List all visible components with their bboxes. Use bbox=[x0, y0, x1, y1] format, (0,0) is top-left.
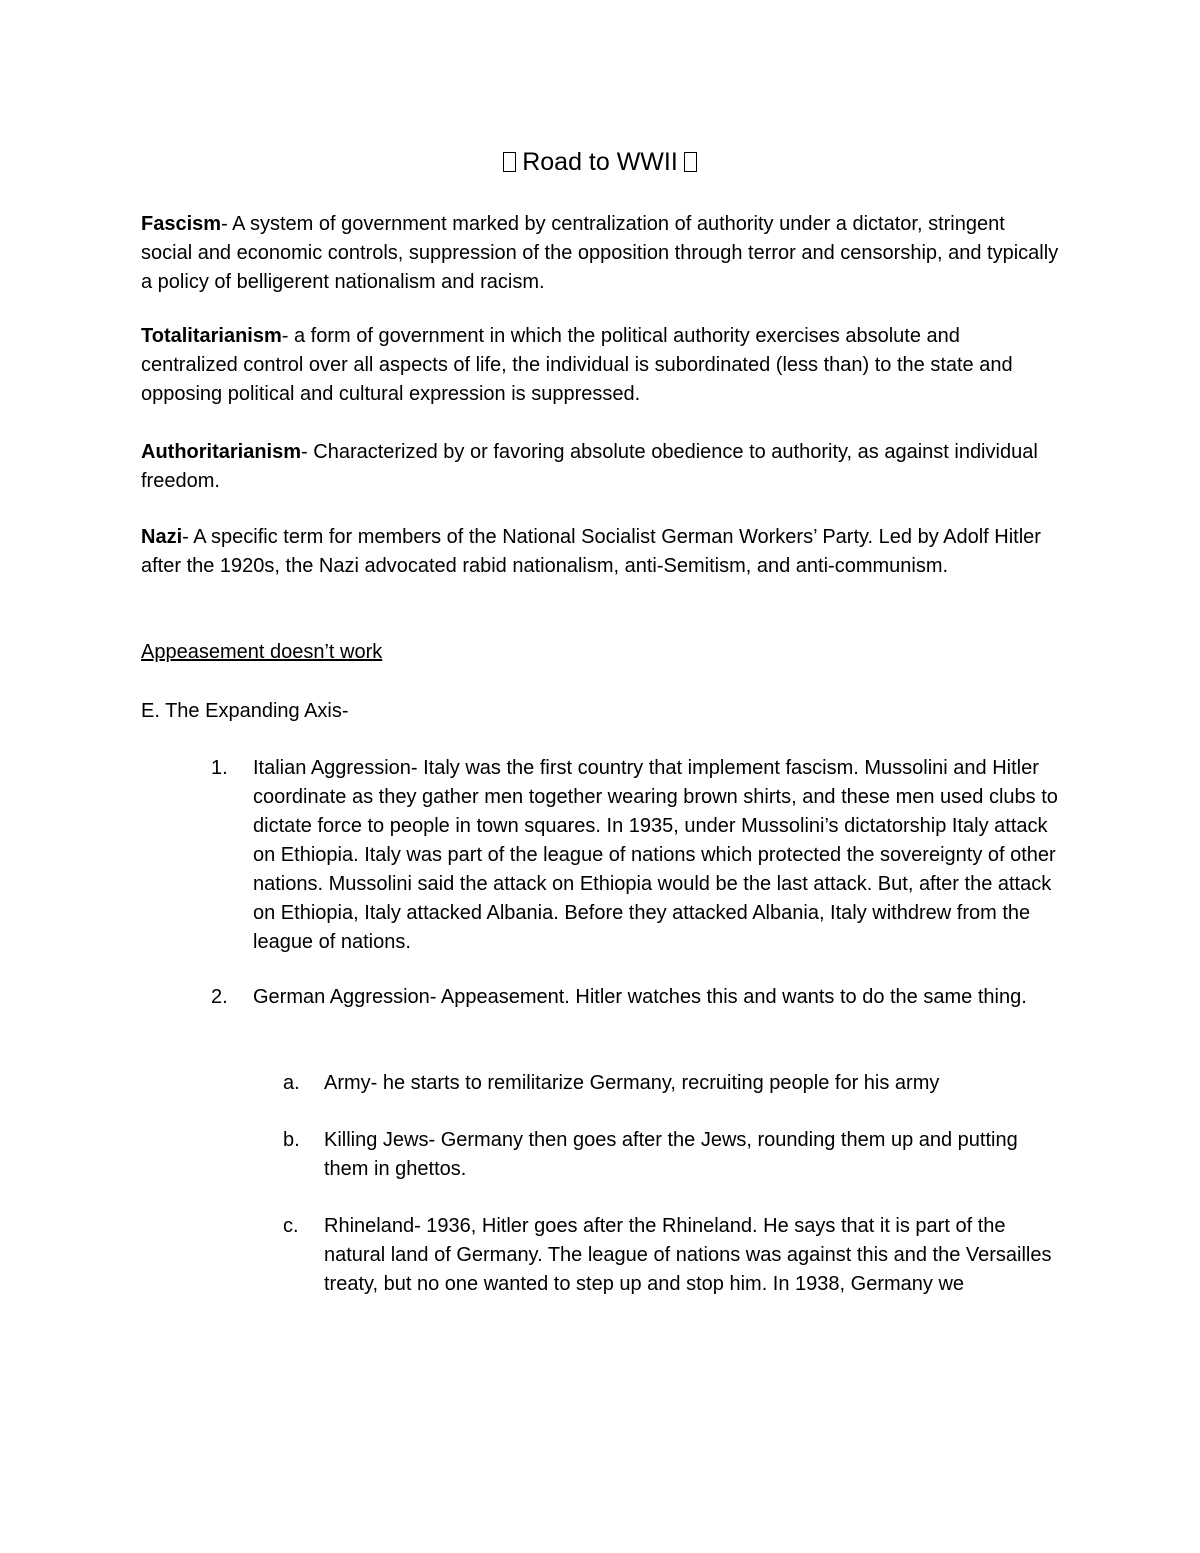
definition-fascism bbox=[141, 210, 1061, 297]
subsection-heading: E. The Expanding Axis- bbox=[141, 700, 349, 722]
title-text: Road to WWII bbox=[522, 148, 678, 176]
definition-term: Totalitarianism bbox=[141, 325, 282, 347]
list-number: 1. bbox=[211, 757, 228, 779]
definition-term: Nazi bbox=[141, 526, 183, 548]
sublist-letter: c. bbox=[283, 1215, 299, 1237]
definition-text: - Characterized by or favoring absolute obedience to authority, as against individual freedom. bbox=[141, 441, 1038, 492]
definition-authoritarianism bbox=[141, 438, 1061, 496]
definition-text: - A system of government marked by centralization of authority under a dictator, stringent social and economic controls, suppression of the opposition through terror and censorship, and typically a policy of belligerent nationalism and racism. bbox=[141, 213, 1059, 293]
list-number: 2. bbox=[211, 986, 228, 1008]
list-text: Italian Aggression- Italy was the first country that implement fascism. Mussolini and Hitler coordinate as they gather men together wearing brown shirts, and these men used clubs to dictate force to people in town squares. In 1935, under Mussolini’s dictatorship Italy attack on Ethiopia. Italy was part of the league of nations which protected the sovereignty of other nations. Mussolini said the attack on Ethiopia would be the last attack. But, after the attack on Ethiopia, Italy attacked Albania. Before they attacked Albania, Italy withdrew from the league of nations. bbox=[253, 757, 1058, 953]
sublist-letter: a. bbox=[283, 1072, 300, 1094]
definition-term: Fascism bbox=[141, 213, 222, 235]
definition-nazi bbox=[141, 523, 1061, 581]
sublist-text: Killing Jews- Germany then goes after the Jews, rounding them up and putting them in ghettos. bbox=[324, 1129, 1018, 1180]
definition-totalitarianism bbox=[141, 322, 1061, 409]
box-glyph-icon bbox=[684, 152, 697, 172]
definition-term: Authoritarianism bbox=[141, 441, 302, 463]
list-text: German Aggression- Appeasement. Hitler watches this and wants to do the same thing. bbox=[253, 986, 1027, 1008]
section-heading: Appeasement doesn’t work bbox=[141, 641, 383, 663]
definition-text: - A specific term for members of the National Socialist German Workers’ Party. Led by Adolf Hitler after the 1920s, the Nazi advocated rabid nationalism, anti-Semitism, and anti-communism. bbox=[141, 526, 1041, 577]
page-title bbox=[0, 146, 1200, 178]
sublist-letter: b. bbox=[283, 1129, 300, 1151]
sublist-text: Army- he starts to remilitarize Germany, recruiting people for his army bbox=[324, 1072, 940, 1094]
sublist-text: Rhineland- 1936, Hitler goes after the Rhineland. He says that it is part of the natural land of Germany. The league of nations was against this and the Versailles treaty, but no one wanted to step up and stop him. In 1938, Germany we bbox=[324, 1215, 1052, 1295]
box-glyph-icon bbox=[503, 152, 516, 172]
definition-text: - a form of government in which the political authority exercises absolute and centralized control over all aspects of life, the individual is subordinated (less than) to the state and opposing political and cultural expression is suppressed. bbox=[141, 325, 1013, 405]
